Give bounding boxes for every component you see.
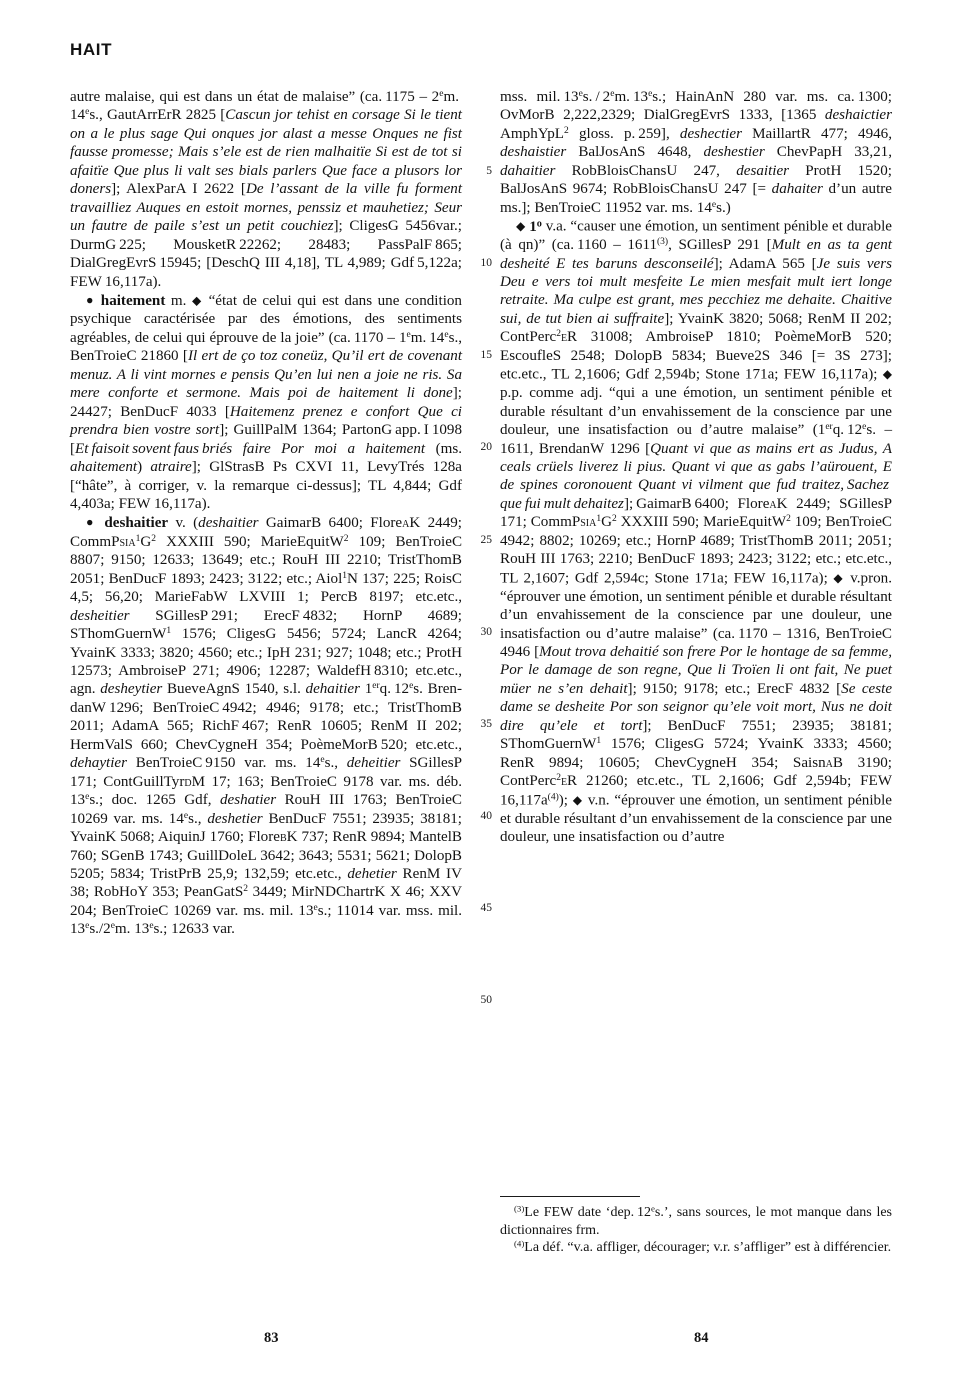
- variants-continued: mss. mil. 13es. / 2em. 13es.; HainAnN 280 var. ms. ca. 1300; OvMorB 2,222,2329; DialGregEvrS 1333, [1365 deshaictier AmphYpL$^2$ gloss. p. 259], deshectier MaillartR 477; 4946, deshaistier BalJosAnS 4648, deshestier ChevPapH 33,21, dahaitier RobBloisChansU 247, desaitier ProtH 1520; BalJosAnS 9674; RobBloisChansU 247 [= dahaiter d’un autre ms.]; BenTroieC 11952 var. ms. 14es.): [500, 89, 892, 216]
- sense-1: ◆ 1$^o$ v.a. “causer une émotion, un sentiment pénible et durable (à qn)” (ca. 1160 – 1611$^{(3)}$, SGillesP 291 [Mult en as ta gent desheité E tes baruns desconseilé]; AdamA 565 [Je suis vers Deu e vers toi mult mesfeite Le mien mesfait mult iert longe retraite. Ma culpe est grant, mes pecchiez me dehaite. Chaitive sui, de tut bien ai suffraite]; YvainK 3820; 5068; RenM II 202; ContPerc$^2$eR 31008; AmbroiseP 1810; PoèmeMorB 520; EscoufleS 2548; DolopB 5834; Bueve2S 346 [= 3S 273]; etc.etc., TL 2,1606; Gdf 2,594b; Stone 171a; FEW 16,117a); ◆ p.p. comme adj. “qui a une émotion, un sentiment pénible et durable résultant d’un envahissement de la conscience par une douleur, une insatisfaction ou d’autre malaise” (1erq. 12es. – 1611, BrendanW 1296 [Quant vi que as mains ert as Judus, A ceals crüels liverez li pius. Quant vi que as gabs l’aürouent, E de spines coronouent Quant vi vilment que fud traitez, Sachez que fui mult dehaitez]; GaimarB 6400; FloreaK 2449; SGillesP 171; $CommPsia^1G^2$ XXXIII 590; MarieEquitW$^2$ 109; BenTroieC 4942; 8802; 10269; etc.; HornP 4689; TristThomB 2011; 2051; RouH III 1763; 2210; BenDucF 1893; 2423; 3122; etc.; etc.etc., TL 2,1607; Gdf 2,594c; Stone 171a; FEW 16,117a); ◆ v.pron. “éprouver une émotion, un sentiment pénible et durable résultant d’un envahissement de la conscience par une douleur, une insatisfaction ou d’autre malaise” (ca. 1170 – 1316, BenTroieC 4946 [Mout trova dehaitié son frere Por le hontage de sa femme, Por le damage de son regne, Que li Troïen li ont fait, Ne puet müer ne s’en dehait]; 9150; 9178; etc.; ErecF 4832 [Se ceste dame se desheite Por son seignor qu’ele voit mort, Nus ne doit dire qu’ele et tort]; BenDucF 7551; 23935; 38181; SThomGuernW$^1$ 1576; CligesG 5724; YvainK 3333; 4560; RenR 9894; 10605; ChevCygneH 354; SaisnaB 3190; ContPerc$^2$eR 21260; etc.etc., TL 2,1606; Gdf 2,594b; FEW $16,117a^{(4)}$); ◆ v.n. “éprouver une émotion, un sentiment pénible et durable résultant d’un envahissement de la conscience par une douleur, une insatisfaction ou d’autre: [500, 218, 893, 845]
- line-number: 50: [480, 994, 492, 1007]
- sense-diamond-icon: ◆: [191, 293, 204, 308]
- headword-haitement: haitement: [100, 292, 166, 309]
- footnote-4: $^{(4)}$La déf. “v.a. affliger, décourager; v.r. s’affliger” est à différencier.: [514, 1238, 892, 1256]
- folio-number-right: 84: [694, 1330, 709, 1346]
- sense-diamond-icon: ◆: [572, 792, 584, 807]
- entry-bullet-icon: ●: [86, 292, 96, 307]
- line-number: 30: [480, 625, 492, 638]
- line-number: 35: [480, 717, 492, 730]
- footnote-rule: [500, 1196, 640, 1197]
- sense-diamond-icon: ◆: [833, 570, 845, 585]
- line-number: 20: [480, 441, 492, 454]
- footnote-3: $^{(3)}$Le FEW date ‘dep. 12es.’, sans sources, le mot manque dans les dictionnaires frm.: [500, 1203, 893, 1238]
- right-column: [500, 88, 892, 846]
- line-number: 45: [480, 902, 492, 915]
- line-number: 40: [480, 810, 492, 823]
- running-head: HAIT: [70, 40, 113, 59]
- line-number: 25: [480, 533, 492, 546]
- line-number: 10: [480, 256, 492, 269]
- footnote-marker: (4): [514, 1238, 525, 1249]
- footnote-block: [500, 1196, 892, 1257]
- line-number: 15: [480, 349, 492, 362]
- folio-number-left: 83: [264, 1330, 279, 1346]
- sense-diamond-icon: ◆: [882, 367, 892, 382]
- footnote-marker: (3): [514, 1203, 525, 1214]
- entry-haitement: ● haitement m. ◆ “état de celui qui est dans une condition psychique caractérisée par des émotions, des sentiments agréables, de celui qui éprouve de la joie” (ca. 1170 – 1em. 14es., BenTroieC 21860 [Il ert de ço toz coneüz, Qu’il ert de covenant menuz. A li vint mornes e pensis Qu’en lui nen a joie ne ris. Sa mere conforte et sermone. Mais poi de haitement li done]; 24427; BenDucF 4033 [Haitemenz prenez e confort Que ci prendra bien vostre sort]; GuillPalM 1364; PartonG app. I 1098 [Et faisoit sovent faus briés faire Por moi a haitement (ms. ahaitement) atraire]; GlStrasB Ps CXVI 11, LevyTrés 128a [“hâte”, à corriger, v. la remarque ci-dessus]; TL 4,844; Gdf 4,403a; FEW 16,117a).: [70, 292, 463, 512]
- sense-number: 1$^o$: [529, 218, 542, 235]
- headword-deshaitier: deshaitier: [104, 515, 169, 532]
- entry-bullet-icon: ●: [86, 515, 98, 530]
- sense-diamond-icon: ◆: [516, 219, 526, 234]
- left-column: [70, 88, 462, 939]
- line-number-gutter: [466, 88, 492, 1010]
- paragraph-continued: autre malaise, qui est dans un état de malaise” (ca. 1175 – 2em. 14es., GautArrErR 2825 [Cascun jor tehist en corsage Si le tient on a le plus sage Qui onques jor alast a messe Onques ne fist fausse promesse; Mais s’ele est de rien malhaitïe Si est de tot si afaitïe Que plus li valt ses bials parlers Que face a plusors lor doners]; AlexParA I 2622 [De l’assant de la ville fu forment travailliez Auques en estoit mornes, penssiz et mauhetiez; Seur un fautre de paile s’est un petit couchiez]; CligesG 5456var.; DurmG 225; MousketR 22262; 28483; PassPalF 865; DialGregEvrS 15945; [DeschQ III 4,18], TL 4,989; Gdf 5,122a; FEW 16,117a).: [70, 89, 463, 290]
- line-number: 5: [486, 164, 492, 177]
- entry-deshaitier: ● deshaitier v. (deshaitier GaimarB 6400; FloreaK 2449; $CommPsia^1G^2$ XXXIII 590; MarieEquitW$^2$ 109; BenTroieC 8807; 9150; 12633; 13649; etc.; RouH III 2210; TristThomB 2051; BenDucF 1893; 2423; 3122; etc.; Aiol$^1$N 137; 225; RoisC 4,5; 56,20; MarieFabW LXVIII 1; PercB 8197; etc.etc., desheitier SGillesP 291; ErecF 4832; HornP 4689; SThomGuernW$^1$ 1576; CligesG 5456; 5724; LancR 4264; YvainK 3333; 3820; 4560; etc.; IpH 231; 927; 1048; etc.; ProtH 12573; AmbroiseP 271; 4906; 12287; WaldefH 8310; etc.etc., agn. desheytier BueveAgnS 1540, s.l. dehaitier 1erq. 12es. BrendanW 1296; BenTroieC 4942; 4946; 9178; etc.; TristThomB 2011; AdamA 565; RichF 467; RenR 10605; RenM II 202; HermValS 660; ChevCygneH 354; PoèmeMorB 520; etc.etc., dehaytier BenTroieC 9150 var. ms. 14es., deheitier SGillesP 171; ContGuillTyrdM 17; 163; BenTroieC 9178 var. ms. déb. 13es.; doc. 1265 Gdf, deshatier RouH III 1763; BenTroieC 10269 var. ms. 14es., deshetier BenDucF 7551; 23935; 38181; YvainK 5068; AiquinJ 1760; FlorebK 737; RenR 9894; MantelB 760; SGenB 1743; GuillDoleL 3642; 3643; 5531; 5621; DolopB 5205; 5834; TristPrB 25,9; 132,59; etc.etc., dehetier RenM IV 38; RobHoY 353; PeanGatS$^2$ 3449; MirNDChartrK X 46; XXV 204; BenTroieC 10269 var. ms. mil. 13es.; 11014 var. mss. mil. 13es./2em. 13es.; 12633 var.: [70, 515, 463, 938]
